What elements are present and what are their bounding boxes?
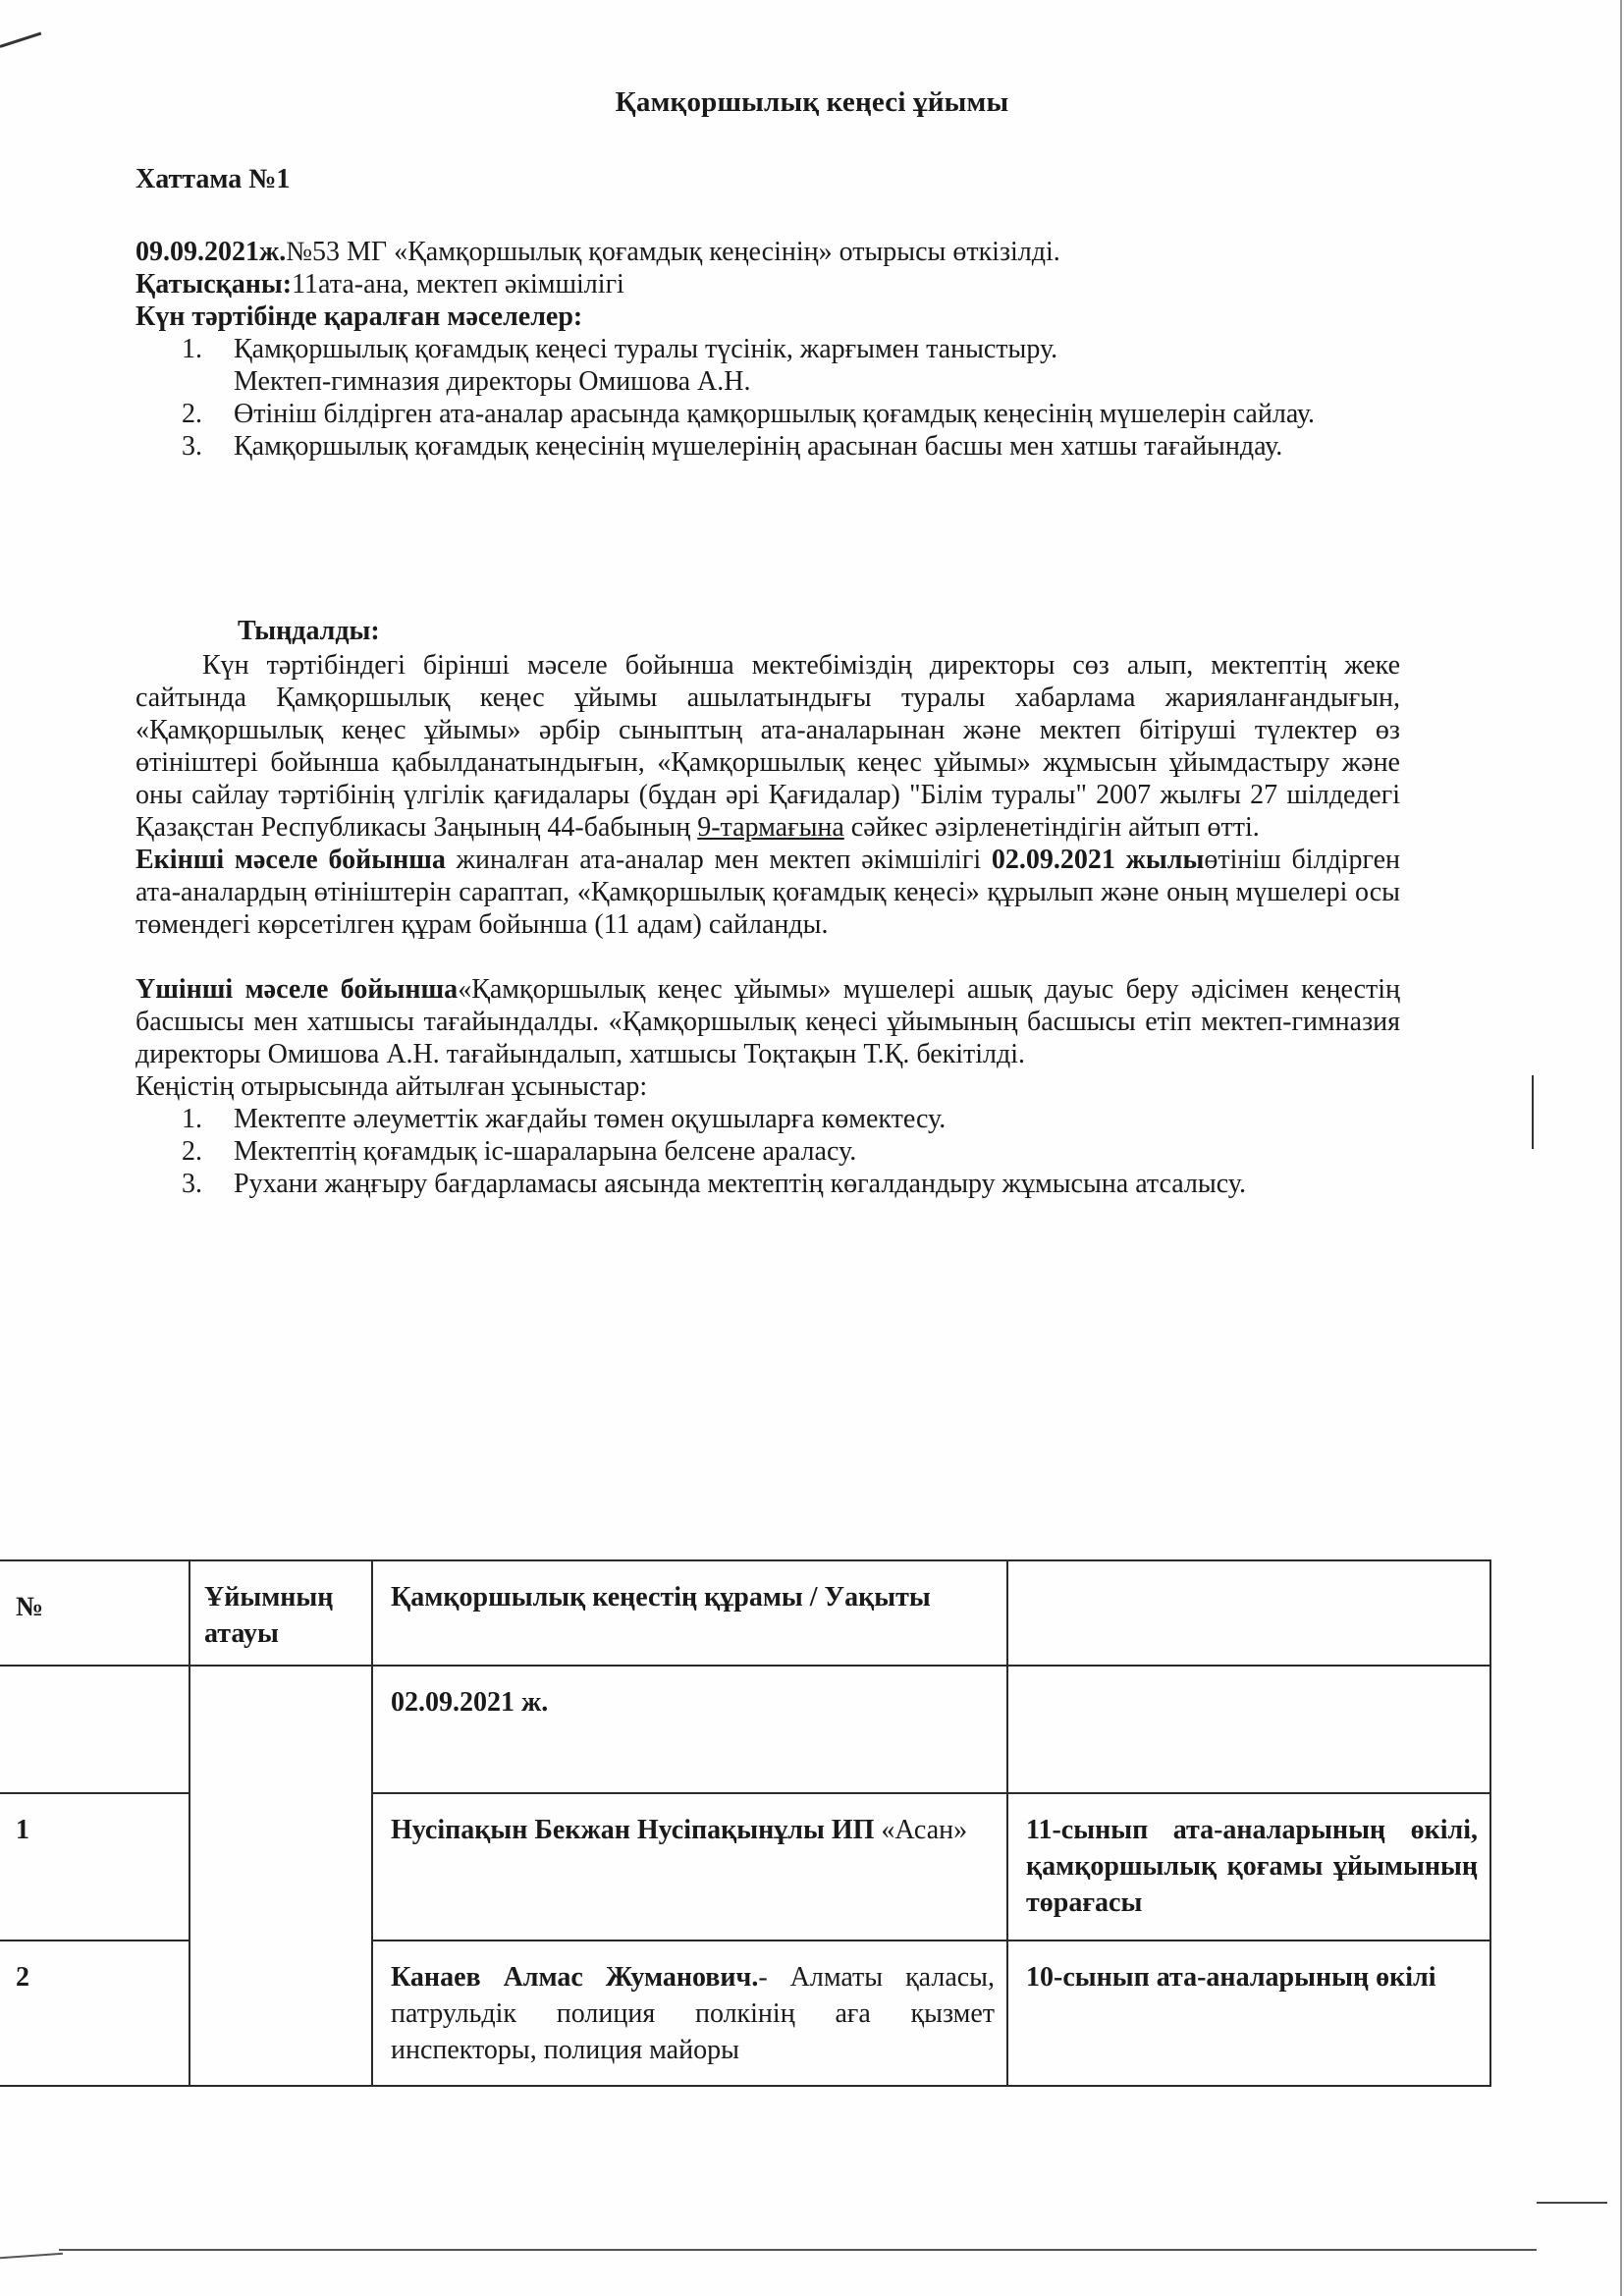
agenda-heading: Күн тәртібінде қаралған мәселелер:	[135, 301, 583, 332]
attendees-value: 11ата-ана, мектеп әкімшілігі	[292, 269, 624, 300]
proposal-item: 2. Мектептің қоғамдық іс-шараларына белсене араласу.	[182, 1136, 857, 1167]
document-title: Қамқоршылық кеңесі ұйымы	[615, 86, 1009, 118]
table-date-row	[0, 1666, 1490, 1793]
heard-paragraph-3: Үшінші мәселе бойынша«Қамқоршылық кеңес ұйымы» мүшелері ашық дауыс беру әдісімен кеңестің басшысы мен хатшысы тағайындалды. «Қамқоршылық кеңесі ұйымының басшысы етіп мектеп-гимназия директоры Омишова А.Н. тағайындалып, хатшысы Тоқтақын Т.Қ. бекітілді.	[135, 974, 1400, 1069]
proposals-list	[135, 1103, 1412, 1200]
agenda-item: 2. Өтініш білдірген ата-аналар арасында қамқоршылық қоғамдық кеңесінің мүшелерін сайлау.	[182, 399, 1316, 429]
meeting-info	[135, 236, 1412, 463]
proposal-item: 1. Мектепте әлеуметтік жағдайы төмен оқушыларға көмектесу.	[182, 1104, 947, 1134]
scan-line-bottom	[59, 2249, 1537, 2251]
proposal-item: 3. Рухани жаңғыру бағдарламасы аясында мектептің көгалдандыру жұмысына атсалысу.	[182, 1169, 1246, 1199]
row-number: 1	[0, 1793, 189, 1941]
protocol-heading	[135, 163, 1412, 195]
scan-mark-top-left	[0, 31, 41, 47]
agenda-item: 1. Қамқоршылық қоғамдық кеңесі туралы түсінік, жарғымен таныстыру. Мектеп-гимназия директоры Омишова А.Н.	[182, 334, 1058, 397]
meeting-text: №53 МГ «Қамқоршылық қоғамдық кеңесінің» отырысы өткізілді.	[286, 237, 1060, 267]
member-name-cell: Нусіпақын Бекжан Нусіпақынұлы ИП «Асан»	[372, 1793, 1007, 1941]
council-members-table	[0, 1559, 1491, 2087]
heard-paragraph-1: Күн тәртібіндегі бірінші мәселе бойынша мектебіміздің директоры сөз алып, мектептің жеке сайтында Қамқоршылық кеңес ұйымы ашылатындығы туралы хабарлама жарияланғандығын, «Қамқоршылық кеңес ұйымы» әрбір сыныптың ата-аналарынан және мектеп бітіруші түлектер өз өтініштері бойынша қабылданатындығын, «Қамқоршылық кеңес ұйымы» жұмысын ұйымдастыру және оны сайлау тәртібінің үлгілік қағидалары (бұдан әрі Қағидалар) "Білім туралы" 2007 жылғы 27 шілдедегі Қазақстан Республикасы Заңының 44-бабының 9-тармағына сәйкес әзірленетіндігін айтып өтті.	[135, 650, 1400, 843]
member-name-cell: Канаев Алмас Жуманович.- Алматы қаласы, патрульдік полиция полкінің аға қызмет инспекторы, полиция майоры	[372, 1941, 1007, 2086]
heard-heading: Тыңдалды:	[238, 616, 380, 646]
proposals-heading: Кеңістің отырысында айтылған ұсыныстар:	[135, 1071, 648, 1102]
meeting-date: 09.09.2021ж.	[135, 237, 287, 267]
scan-edge-right	[1620, 0, 1622, 2296]
date-row-date: 02.09.2021 ж.	[372, 1666, 1007, 1793]
agenda-item: 3. Қамқоршылық қоғамдық кеңесінің мүшелерінің арасынан басшы мен хатшы тағайындау.	[182, 431, 1283, 462]
attendees-line	[135, 268, 1412, 301]
scan-line-bottom-left	[0, 2253, 63, 2259]
scan-mark-right	[1532, 1075, 1534, 1149]
attendees-label: Қатысқаны:	[135, 269, 293, 300]
member-role: 10-сынып ата-аналарының өкілі	[1007, 1941, 1490, 2086]
table-header-row	[0, 1560, 1490, 1666]
agenda-list	[135, 333, 1412, 463]
header-empty	[1007, 1560, 1490, 1666]
heard-section	[135, 615, 1412, 1200]
organization-merged-cell	[189, 1666, 372, 2086]
header-number: №	[0, 1560, 189, 1666]
date-row-number-cell	[0, 1666, 189, 1793]
date-row-empty	[1007, 1666, 1490, 1793]
meeting-line	[135, 236, 1412, 268]
law-clause-link[interactable]: 9-тармағына	[697, 812, 844, 843]
header-organization: Ұйымның атауы	[189, 1560, 372, 1666]
heard-paragraph-2: Екінші мәселе бойынша жиналған ата-аналар мен мектеп әкімшілігі 02.09.2021 жылыөтініш білдірген ата-аналардың өтініштерін сараптап, «Қамқоршылық қоғамдық кеңесі» құрылып және оның мүшелері осы төмендегі көрсетілген құрам бойынша (11 адам) сайланды.	[135, 845, 1401, 940]
row-number: 2	[0, 1941, 189, 2086]
protocol-number: Хаттама №1	[135, 164, 291, 194]
scan-mark-bottom-right	[1537, 2202, 1607, 2204]
member-role: 11-сынып ата-аналарының өкілі, қамқоршылық қоғамы ұйымының төрағасы	[1007, 1793, 1490, 1941]
header-composition: Қамқоршылық кеңестің құрамы / Уақыты	[372, 1560, 1007, 1666]
